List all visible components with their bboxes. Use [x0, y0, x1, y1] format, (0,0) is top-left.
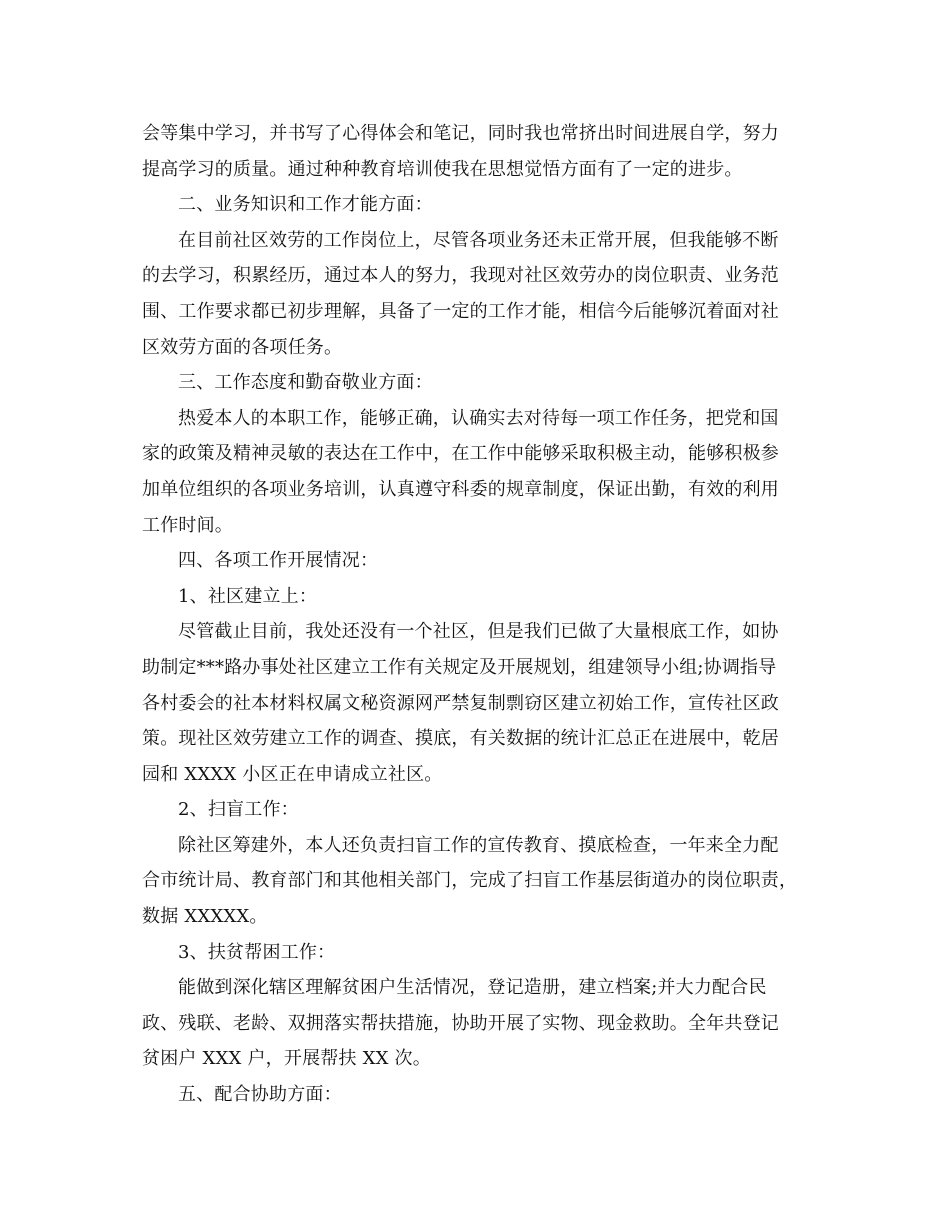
text-line: 贫困户 XXX 户，开展帮扶 XX 次。 — [142, 1048, 431, 1070]
text-line: 家的政策及精神灵敏的表达在工作中，在工作中能够采取积极主动，能够积极参 — [142, 443, 779, 465]
text-line: 除社区筹建外，本人还负责扫盲工作的宣传教育、摸底检查，一年来全力配 — [178, 834, 779, 856]
document-body — [142, 116, 812, 1113]
text-line: 四、各项工作开展情况： — [178, 550, 379, 572]
text-line: 会等集中学习，并书写了心得体会和笔记，同时我也常挤出时间进展自学，努力 — [142, 123, 779, 144]
text-line: 提高学习的质量。通过种种教育培训使我在思想觉悟方面有了一定的进步。 — [142, 158, 743, 180]
text-line: 五、配合协助方面： — [178, 1084, 342, 1106]
text-line: 园和 XXXX 小区正在申请成立社区。 — [142, 763, 443, 785]
text-line: 加单位组织的各项业务培训，认真遵守科委的规章制度，保证出勤，有效的利用 — [142, 478, 779, 500]
text-line: 各村委会的社本材料权属文秘资源网严禁复制剽窃区建立初始工作，宣传社区政 — [142, 692, 779, 714]
text-line: 政、残联、老龄、双拥落实帮扶措施，协助开展了实物、现金救助。全年共登记 — [142, 1012, 779, 1034]
text-line: 三、工作态度和勤奋敬业方面： — [178, 372, 433, 394]
text-line: 围、工作要求都已初步理解，具备了一定的工作才能，相信今后能够沉着面对社 — [142, 300, 779, 322]
text-line: 助制定***路办事处社区建立工作有关规定及开展规划，组建领导小组;协调指导 — [142, 656, 777, 678]
text-line: 区效劳方面的各项任务。 — [142, 336, 343, 358]
text-line: 工作时间。 — [142, 514, 233, 536]
text-line: 合市统计局、教育部门和其他相关部门，完成了扫盲工作基层街道办的岗位职责， — [142, 870, 798, 892]
text-line: 二、业务知识和工作才能方面： — [178, 194, 433, 216]
text-line: 尽管截止目前，我处还没有一个社区，但是我们已做了大量根底工作，如协 — [178, 621, 779, 643]
text-line: 2、扫盲工作： — [178, 799, 299, 821]
text-line: 的去学习，积累经历，通过本人的努力，我现对社区效劳办的岗位职责、业务范 — [142, 265, 779, 287]
text-line: 策。现社区效劳建立工作的调查、摸底，有关数据的统计汇总正在进展中，乾居 — [142, 728, 779, 750]
text-line: 1、社区建立上： — [178, 585, 318, 607]
text-line: 热爱本人的本职工作，能够正确，认确实去对待每一项工作任务，把党和国 — [178, 407, 779, 429]
text-line: 数据 XXXXX。 — [142, 906, 268, 928]
text-line: 在目前社区效劳的工作岗位上，尽管各项业务还未正常开展，但我能够不断 — [178, 229, 779, 251]
text-line: 3、扶贫帮困工作： — [178, 941, 336, 963]
text-line: 能做到深化辖区理解贫困户生活情况，登记造册，建立档案;并大力配合民 — [178, 977, 767, 999]
